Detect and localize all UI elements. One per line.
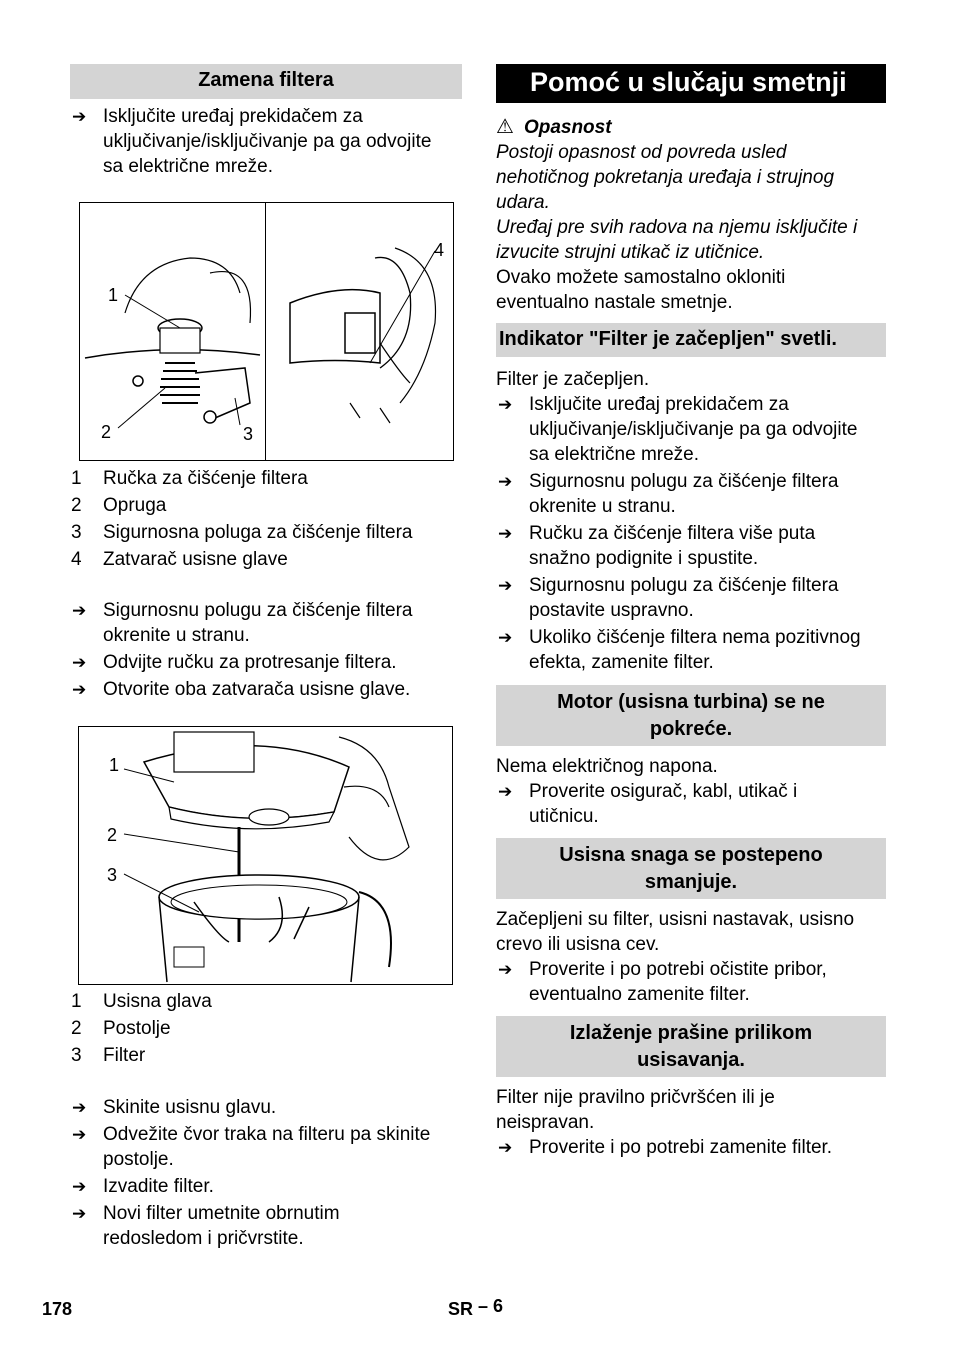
legend-item: 3 Sigurnosna poluga za čišćenje filtera [71,522,413,543]
figure-label: 1 [109,755,120,775]
section-heading-filter-clogged: Indikator "Filter je začepljen" svetli. [496,323,886,357]
step-item: ➔ Otvorite oba zatvarača usisne glave. [72,679,411,700]
cause-text: Začepljeni su filter, usisni nastavak, usisno crevo ili usisna cev. [496,909,855,955]
figure-label: 2 [101,422,112,442]
cause-text: Filter je začepljen. [496,369,650,390]
cause-text: Filter nije pravilno pričvršćen ili je neispravan. [496,1087,775,1133]
arrow-right-icon: ➔ [498,395,513,414]
filter-handle-illustration [80,203,453,460]
step-item: ➔ Novi filter umetnite obrnutim redosledom i pričvrstite. [72,1203,340,1249]
right-column [496,64,886,1160]
arrow-right-icon: ➔ [498,576,513,595]
figure-label: 1 [108,285,119,305]
legend-item: 2 Postolje [71,1018,171,1039]
warning-line: ⚠ Opasnost [496,116,612,138]
step-item: ➔ Isključite uređaj prekidačem za uključivanje/isključivanje pa ga odvojite sa električne mreže. [72,106,432,177]
arrow-right-icon: ➔ [72,1125,87,1144]
section-heading-filter-replacement: Zamena filtera [70,64,462,99]
legend-item: 3 Filter [71,1045,146,1066]
step-item: ➔ Odvežite čvor traka na filteru pa skinite postolje. [72,1124,431,1170]
step-item: ➔ Isključite uređaj prekidačem za uključivanje/isključivanje pa ga odvojite sa električne mreže. [498,394,858,465]
cause-text: Nema električnog napona. [496,756,718,777]
legend-and-steps-1 [70,466,462,702]
arrow-right-icon: ➔ [498,1138,513,1157]
step-item: ➔ Sigurnosnu polugu za čišćenje filtera okrenite u stranu. [72,600,413,646]
step-item: ➔ Ukoliko čišćenje filtera nema pozitivnog efekta, zamenite filter. [498,627,861,673]
arrow-right-icon: ➔ [498,960,513,979]
arrow-right-icon: ➔ [72,653,87,672]
step-item: ➔ Skinite usisnu glavu. [72,1097,277,1118]
legend-and-steps-2 [70,989,462,1251]
section-heading-dust-escape: Izlaženje prašine prilikom usisavanja. [496,1016,886,1077]
arrow-right-icon: ➔ [72,680,87,699]
step-item: ➔ Proverite i po potrebi očistite pribor, eventualno zamenite filter. [498,959,827,1005]
step-item: ➔ Proverite osigurač, kabl, utikač i utičnicu. [498,781,798,827]
legend-item: 1 Usisna glava [71,991,212,1012]
warning-triangle-icon: ⚠ [496,116,514,138]
section-page-label: SR – 6 [448,1296,504,1319]
warning-text: Postoji opasnost od povreda usled nehotičnog pokretanja uređaja i strujnog udara. Uređaj pre svih radova na njemu isključite i izvucite strujni utikač iz utičnice. [496,142,858,263]
step-item: ➔ Sigurnosnu polugu za čišćenje filtera postavite uspravno. [498,575,839,621]
figure-label: 4 [434,240,445,260]
suction-head-illustration [79,727,452,984]
arrow-right-icon: ➔ [498,628,513,647]
page-title: Pomoć u slučaju smetnji [496,64,886,103]
step-item: ➔ Izvadite filter. [72,1176,214,1197]
figure-label: 3 [243,424,254,444]
left-column [70,64,462,179]
step-item: ➔ Proverite i po potrebi zamenite filter. [498,1137,833,1158]
legend-item: 2 Opruga [71,495,167,516]
arrow-right-icon: ➔ [72,1098,87,1117]
arrow-right-icon: ➔ [72,601,87,620]
arrow-right-icon: ➔ [72,1204,87,1223]
intro-text: Ovako možete samostalno okloniti eventualno nastale smetnje. [496,267,786,313]
legend-item: 1 Ručka za čišćenje filtera [71,468,308,489]
arrow-right-icon: ➔ [72,1177,87,1196]
arrow-right-icon: ➔ [72,107,87,126]
figure-label: 2 [107,825,118,845]
figure-label: 3 [107,865,118,885]
arrow-right-icon: ➔ [498,472,513,491]
figure-filter-handle [79,202,454,461]
step-item: ➔ Odvijte ručku za protresanje filtera. [72,652,397,673]
section-heading-motor: Motor (usisna turbina) se ne pokreće. [496,685,886,746]
step-item: ➔ Sigurnosnu polugu za čišćenje filtera okrenite u stranu. [498,471,839,517]
step-item: ➔ Ručku za čišćenje filtera više puta snažno podignite i spustite. [498,523,816,569]
legend-item: 4 Zatvarač usisne glave [71,549,288,570]
arrow-right-icon: ➔ [498,782,513,801]
figure-suction-head-removal [78,726,453,985]
page-number: 178 [42,1299,73,1319]
section-heading-suction-power: Usisna snaga se postepeno smanjuje. [496,838,886,899]
arrow-right-icon: ➔ [498,524,513,543]
